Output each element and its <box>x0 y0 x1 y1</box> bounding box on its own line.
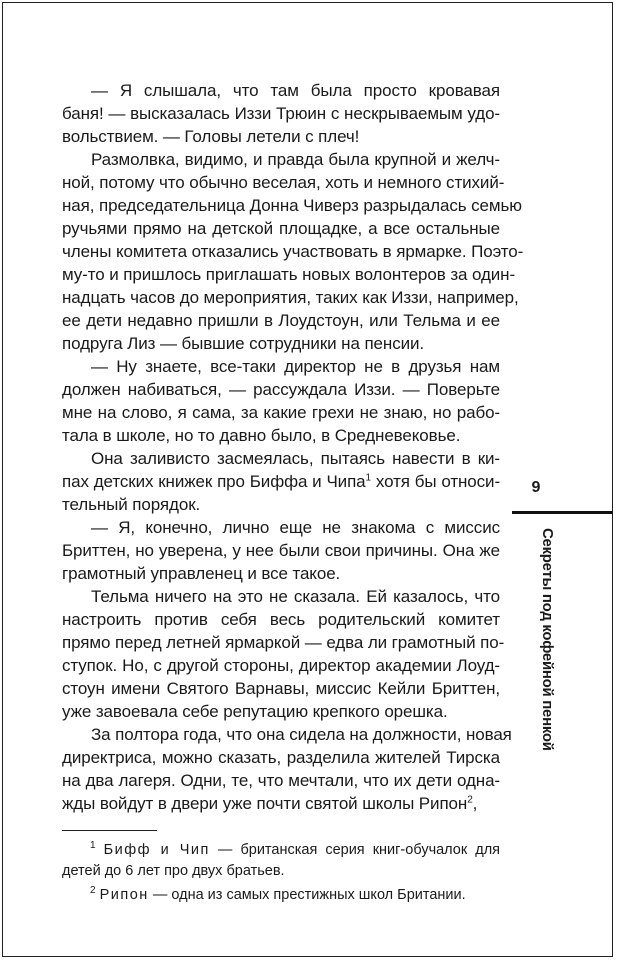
text-line: мне на слово, я сама, за какие грехи не знаю, но рабо- <box>62 403 500 422</box>
text-line: Она заливисто засмеялась, пытаясь навести в ки- <box>91 449 500 468</box>
footnote-ref-1: 1 <box>365 472 371 484</box>
text-line: настроить против себя весь родительский комитет <box>62 610 500 629</box>
text-line: члены комитета отказались участвовать в ярмарке. Поэто- <box>62 242 524 261</box>
text-line: уже завоевала себе репутацию крепкого орешка. <box>62 702 448 721</box>
text-line: баня! — высказалась Иззи Трюин с нескрываемым удо- <box>62 104 500 123</box>
text-line: Бриттен, но уверена, у нее были свои причины. Она же <box>62 541 500 560</box>
footnote-2 <box>90 885 466 905</box>
text-line: За полтора года, что она сидела на должности, новая <box>91 725 512 744</box>
text-line: подруга Лиз — бывшие сотрудники на пенсии. <box>62 334 425 353</box>
footnote-mark-2: 2 <box>90 885 96 897</box>
text-line: — Я слышала, что там была просто кровавая <box>91 81 500 100</box>
running-title: Секреты под кофейной пенкой <box>539 528 556 751</box>
footnote-ref-2: 2 <box>467 794 473 806</box>
footnote-text: — британская серия книг-обучалок для <box>217 842 501 858</box>
text-line: Размолвка, видимо, и правда была крупной и желч- <box>91 150 500 169</box>
text-line: надцать часов до мероприятия, таких как Иззи, например, <box>62 288 519 307</box>
text-fragment: , <box>472 794 478 813</box>
text-line: му-то и пришлось приглашать новых волонтеров за один- <box>62 265 516 284</box>
text-line: ной, потому что обычно веселая, хоть и немного стихий- <box>62 173 505 192</box>
text-line: вольствием. — Головы летели с плеч! <box>62 127 360 146</box>
footnote-text: — одна из самых престижных школ Британии. <box>152 887 466 903</box>
page-number: 9 <box>531 479 541 496</box>
text-line: ее дети недавно пришли в Лоудстоун, или Тельма и ее <box>62 311 500 330</box>
side-rule <box>512 511 613 514</box>
text-fragment: хотя бы относи- <box>375 472 501 491</box>
text-line: — Ну знаете, все-таки директор не в друзья нам <box>91 357 500 376</box>
text-line: тала в школе, но то давно было, в Средневековье. <box>62 426 461 445</box>
footnote-term: Бифф и Чип <box>103 842 210 858</box>
text-fragment: жды войдут в двери уже почти святой школы Рипон <box>62 794 468 813</box>
footnote-1-line-2: детей до 6 лет про двух братьев. <box>62 863 285 879</box>
text-line: тельный порядок. <box>62 495 201 514</box>
text-fragment: пах детских книжек про Биффа и Чипа <box>62 472 366 491</box>
text-line-with-footnote <box>62 792 500 815</box>
footnote-mark-1: 1 <box>90 840 96 852</box>
text-line: Тельма ничего на это не сказала. Ей казалось, что <box>91 587 500 606</box>
footnote-separator <box>62 830 157 831</box>
text-line: на два лагеря. Одни, те, что мечтали, что их дети одна- <box>62 771 500 790</box>
text-line: директриса, можно сказать, разделила жителей Тирска <box>62 748 500 767</box>
text-line-with-footnote <box>62 470 500 493</box>
text-line: ступок. Но, с другой стороны, директор академии Лоуд- <box>62 656 500 675</box>
text-line: должен набиваться, — рассуждала Иззи. — Поверьте <box>62 380 500 399</box>
text-line: стоун имени Святого Варнавы, миссис Кейли Бриттен, <box>62 679 500 698</box>
footnote-term: Рипон <box>99 887 149 903</box>
text-line: грамотный управленец и все такое. <box>62 564 341 583</box>
text-line: — Я, конечно, лично еще не знакома с миссис <box>91 518 500 537</box>
text-line: ручьями прямо на детской площадке, а все остальные <box>62 219 500 238</box>
footnote-1-line-1 <box>90 840 500 860</box>
text-line: ная, председательница Донна Чиверз разрыдалась семью <box>62 196 522 215</box>
text-line: прямо перед летней ярмаркой — едва ли грамотный по- <box>62 633 505 652</box>
